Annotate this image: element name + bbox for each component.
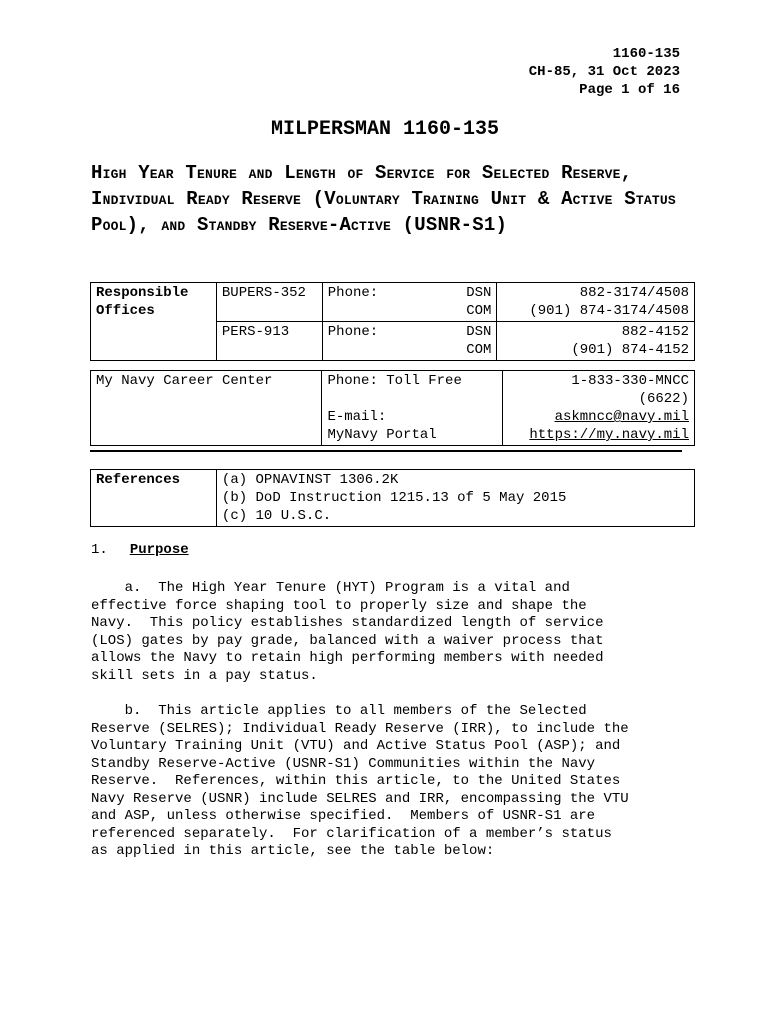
- responsible-offices-label: Responsible Offices: [91, 283, 217, 361]
- dsn-label: DSN: [466, 324, 492, 340]
- portal-link[interactable]: https://my.navy.mil: [529, 427, 689, 443]
- paragraph-a: a. The High Year Tenure (HYT) Program is a vital and effective force shaping tool to properly size and shape the Navy. This policy establishes standardized length of service (LOS) gates by pay grade, balanced with a waiver process that allows the Navy to retain high performing members with needed skill sets in a pay status.: [91, 580, 604, 684]
- career-center-table: [90, 370, 695, 446]
- page-indicator: Page 1 of 16: [579, 82, 680, 98]
- toll-free-number-alt: (6622): [638, 391, 689, 407]
- toll-free-number: 1-833-330-MNCC: [571, 373, 689, 389]
- com-label: COM: [466, 303, 492, 319]
- document-subject: High Year Tenure and Length of Service for Selected Reserve, Individual Ready Reserve (Voluntary Training Unit & Active Status Pool), and Standby Reserve-Active (USNR-S1): [91, 162, 676, 236]
- portal-label: MyNavy Portal: [327, 427, 437, 443]
- section-number: 1.: [91, 542, 108, 558]
- phone-label: Phone:: [327, 324, 379, 340]
- email-label: E-mail:: [327, 409, 387, 425]
- phone-cell: [322, 322, 497, 361]
- paragraph-b: b. This article applies to all members of the Selected Reserve (SELRES); Individual Ready Reserve (IRR), to include the Voluntary Training Unit (VTU) and Active Status Pool (ASP); and Standby Reserve-Active (USNR-S1) Communities within the Navy Reserve. References, within this article, to the United States Navy Reserve (USNR) include SELRES and IRR, encompassing the VTU and ASP, unless otherwise specified. Members of USNR-S1 are referenced separately. For clarification of a member’s status as applied in this article, see the table below:: [91, 703, 629, 859]
- phone-numbers: [497, 322, 695, 361]
- office-name: PERS-913: [216, 322, 322, 361]
- com-number: (901) 874-3174/4508: [529, 303, 689, 319]
- contact-labels: [322, 371, 503, 446]
- references-list: [216, 470, 694, 527]
- dsn-number: 882-3174/4508: [579, 285, 689, 301]
- email-link[interactable]: askmncc@navy.mil: [554, 409, 689, 425]
- section-title: Purpose: [129, 542, 189, 558]
- contact-values: [503, 371, 695, 446]
- change-date: CH-85, 31 Oct 2023: [528, 64, 680, 80]
- section-heading: [91, 542, 189, 558]
- document-title: MILPERSMAN 1160-135: [270, 118, 500, 141]
- com-number: (901) 874-4152: [571, 342, 689, 358]
- responsible-offices-table: [90, 282, 695, 361]
- phone-numbers: [497, 283, 695, 322]
- reference-item: (b) DoD Instruction 1215.13 of 5 May 2015: [221, 490, 567, 506]
- phone-cell: [322, 283, 497, 322]
- reference-item: (a) OPNAVINST 1306.2K: [221, 472, 399, 488]
- references-table: [90, 469, 695, 527]
- phone-label: Phone:: [327, 285, 379, 301]
- dsn-number: 882-4152: [621, 324, 689, 340]
- dsn-label: DSN: [466, 285, 492, 301]
- reference-item: (c) 10 U.S.C.: [221, 508, 332, 524]
- com-label: COM: [466, 342, 492, 358]
- section-divider: [90, 450, 682, 452]
- document-header: [529, 45, 680, 99]
- references-label: References: [91, 470, 217, 527]
- document-number: 1160-135: [612, 46, 680, 62]
- phone-label: Phone: Toll Free: [327, 373, 462, 389]
- career-center-name: My Navy Career Center: [91, 371, 322, 446]
- office-name: BUPERS-352: [216, 283, 322, 322]
